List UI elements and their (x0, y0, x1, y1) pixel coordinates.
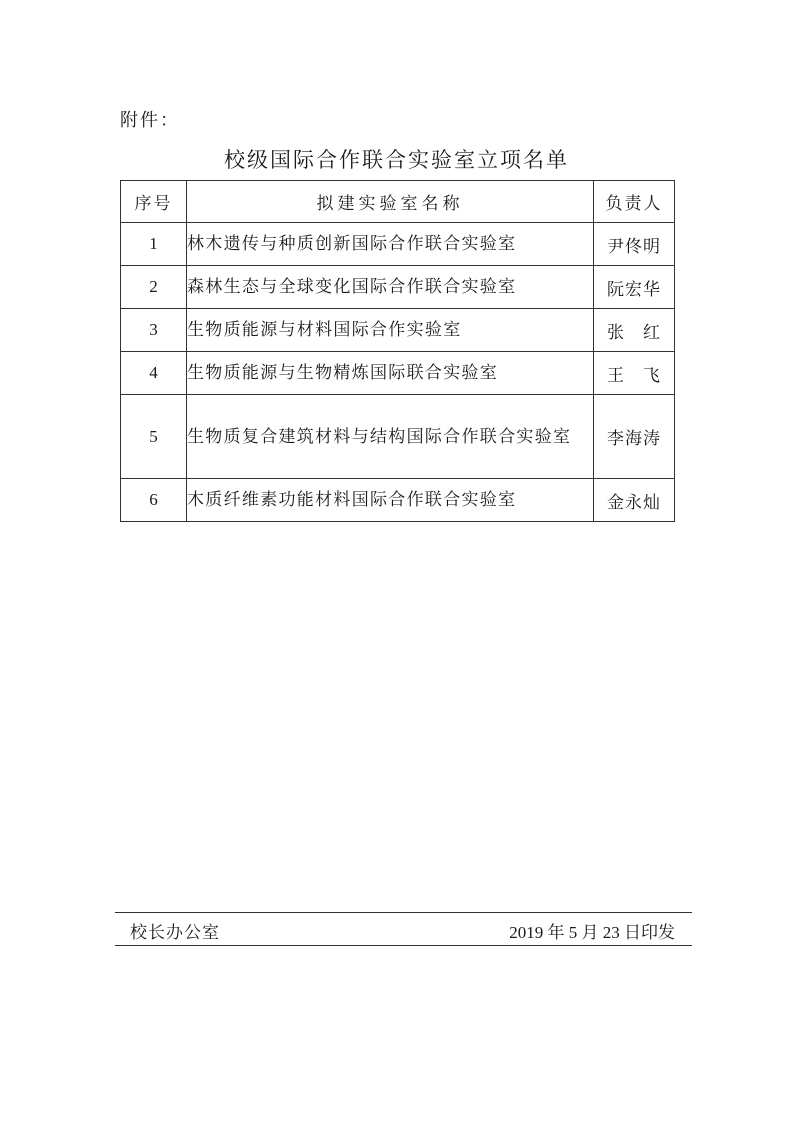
attachment-label: 附件： (120, 110, 180, 131)
table-row (121, 266, 675, 309)
table-row (121, 395, 675, 479)
table-row (121, 223, 675, 266)
row-person-in-charge: 金永灿 (594, 479, 675, 522)
issuing-office: 校长办公室 (130, 923, 220, 943)
table-row (121, 479, 675, 522)
row-serial-number: 3 (121, 309, 187, 352)
row-serial-number: 6 (121, 479, 187, 522)
row-serial-number: 1 (121, 223, 187, 266)
row-lab-name: 生物质复合建筑材料与结构国际合作联合实验室 (187, 395, 594, 479)
project-list-table (120, 180, 675, 522)
row-lab-name: 林木遗传与种质创新国际合作联合实验室 (187, 223, 594, 266)
document-title: 校级国际合作联合实验室立项名单 (224, 148, 569, 172)
table-header-row (121, 181, 675, 223)
row-person-in-charge: 张 红 (594, 309, 675, 352)
row-person-in-charge: 王 飞 (594, 352, 675, 395)
footer-top-rule (115, 912, 692, 913)
table-row (121, 352, 675, 395)
table-row (121, 309, 675, 352)
row-lab-name: 木质纤维素功能材料国际合作联合实验室 (187, 479, 594, 522)
footer-bottom-rule (115, 945, 692, 946)
row-person-in-charge: 李海涛 (594, 395, 675, 479)
row-person-in-charge: 阮宏华 (594, 266, 675, 309)
row-lab-name: 生物质能源与生物精炼国际联合实验室 (187, 352, 594, 395)
header-person-in-charge: 负责人 (594, 181, 675, 223)
header-serial-number: 序号 (121, 181, 187, 223)
row-serial-number: 2 (121, 266, 187, 309)
row-lab-name: 森林生态与全球变化国际合作联合实验室 (187, 266, 594, 309)
row-serial-number: 5 (121, 395, 187, 479)
row-person-in-charge: 尹佟明 (594, 223, 675, 266)
issue-date: 2019 年 5 月 23 日印发 (509, 923, 675, 942)
row-lab-name: 生物质能源与材料国际合作实验室 (187, 309, 594, 352)
header-lab-name: 拟建实验室名称 (187, 181, 594, 223)
row-serial-number: 4 (121, 352, 187, 395)
